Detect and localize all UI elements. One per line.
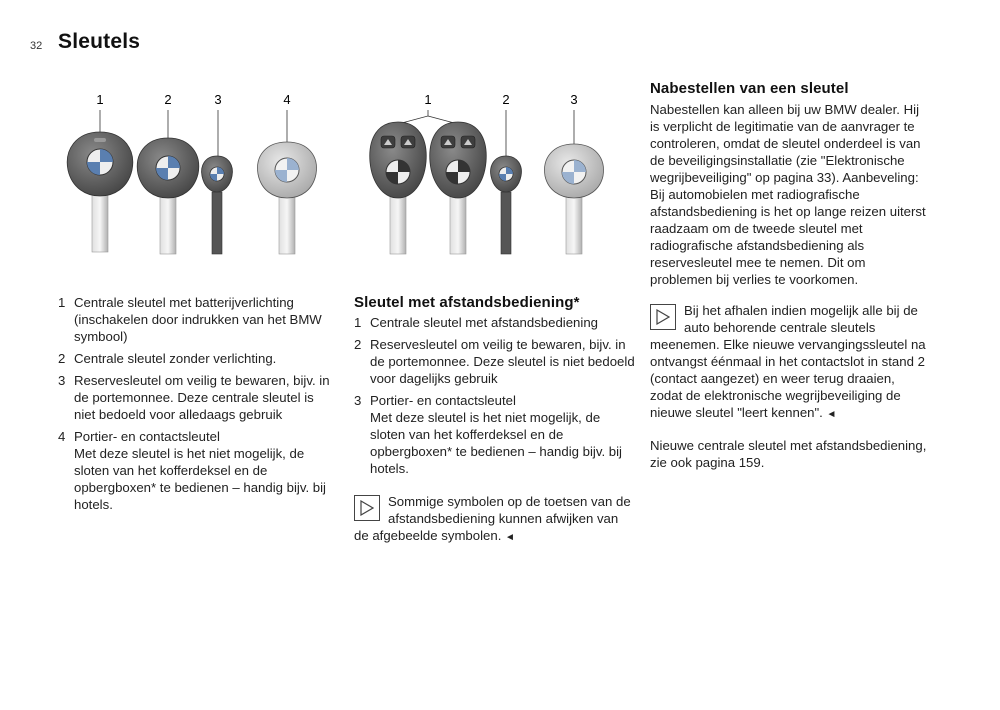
figure-label-2: 2: [502, 92, 510, 107]
section-heading: Nabestellen van een sleutel: [650, 80, 849, 97]
figure-keys-left: [58, 88, 338, 278]
list-item: [354, 314, 636, 331]
item-number: 1: [354, 315, 362, 330]
item-subtext: Met deze sleutel is het niet mogelijk, de sloten van het kofferdeksel en de opbergboxen* te bedienen – handig bijv. bij hotels.: [370, 410, 622, 476]
note-triangle-icon: [650, 304, 676, 330]
list-item: [58, 350, 338, 367]
list-item: [58, 294, 338, 345]
figure-label-4: 4: [283, 92, 291, 107]
item-text: Centrale sleutel met afstandsbediening: [370, 315, 598, 330]
list-item: [354, 336, 636, 387]
item-text: Portier- en contactsleutel: [370, 393, 516, 408]
key-1-icon: [67, 132, 133, 252]
note-text: Sommige symbolen op de toetsen van de afstandsbediening kunnen afwijken van de afgebeelde symbolen.: [354, 494, 631, 543]
figure-label-1: 1: [96, 92, 104, 107]
column-key-types: [58, 294, 338, 518]
figure-label-2: 2: [164, 92, 172, 107]
keys-illustration-middle: [354, 88, 634, 278]
column-remote-keys: [354, 294, 636, 546]
item-text: Centrale sleutel zonder verlichting.: [74, 351, 277, 366]
item-text: Portier- en contactsleutel: [74, 429, 220, 444]
note-triangle-icon: [354, 495, 380, 521]
item-text: Centrale sleutel met batterijverlichting (inschakelen door indrukken van het BMW symbool): [74, 295, 322, 344]
item-number: 4: [58, 429, 66, 444]
item-number: 2: [58, 351, 66, 366]
item-subtext: Met deze sleutel is het niet mogelijk, de sloten van het kofferdeksel en de opbergboxen* te bedienen – handig bijv. bij hotels.: [74, 446, 326, 512]
list-item: [58, 428, 338, 513]
remote-key-icon: [430, 122, 487, 254]
note-text: Bij het afhalen indien mogelijk alle bij de auto behorende centrale sleutels meenemen. Elke nieuwe vervangingssleutel na ontvangst éénmaal in het contactslot in stand 2 (contact aangezet) en weer terug draaien, zodat de elektronische wegrijbeveiliging de nieuwe sleutel "leert kennen".: [650, 303, 926, 420]
page-number: 32: [30, 40, 43, 52]
key-4-icon: [258, 142, 317, 254]
column-reorder: [650, 80, 930, 483]
paragraph: Nabestellen kan alleen bij uw BMW dealer. Hij is verplicht de legitimatie van de aanvrager te controleren, omdat de sleutel onderdeel is van de beveiligingsinstallatie (zie "Elektronische wegrijbeveiliging" op pagina 33). Aanbeveling: Bij automobielen met radiografische afstandsbediening is het op lange reizen uiterst raadzaam om de tweede sleutel met radiografische afstandsbediening als reservesleutel mee te nemen. Dit om problemen bij verlies te voorkomen.: [650, 102, 926, 287]
keys-illustration-left: [58, 88, 338, 278]
item-text: Reservesleutel om veilig te bewaren, bijv. in de portemonnee. Deze sleutel is niet bedoeld voor dagelijks gebruik: [370, 337, 635, 386]
figure-label-3: 3: [570, 92, 578, 107]
note-block: [650, 302, 930, 423]
item-number: 2: [354, 337, 362, 352]
key-door-icon: [545, 144, 604, 254]
figure-label-3: 3: [214, 92, 222, 107]
list-item: [354, 392, 636, 477]
item-text: Reservesleutel om veilig te bewaren, bijv. in de portemonnee. Deze centrale sleutel is niet bedoeld voor alledaags gebruik: [74, 373, 330, 422]
page-title: Sleutels: [58, 30, 141, 53]
list-item: [58, 372, 338, 423]
key-spare-icon: [491, 156, 522, 254]
item-number: 3: [58, 373, 66, 388]
paragraph: Nieuwe centrale sleutel met afstandsbediening, zie ook pagina 159.: [650, 438, 927, 470]
item-number: 1: [58, 295, 66, 310]
item-number: 3: [354, 393, 362, 408]
key-3-icon: [202, 156, 233, 254]
note-block: [354, 493, 636, 546]
remote-key-icon: [370, 122, 427, 254]
end-marker-icon: ◄: [505, 532, 515, 543]
figure-keys-middle: [354, 88, 634, 278]
figure-label-1: 1: [424, 92, 432, 107]
section-heading: Sleutel met afstandsbediening*: [354, 294, 580, 311]
end-marker-icon: ◄: [826, 409, 837, 420]
remote-key-list: [354, 314, 636, 477]
key-list: [58, 294, 338, 513]
key-2-icon: [137, 138, 199, 254]
